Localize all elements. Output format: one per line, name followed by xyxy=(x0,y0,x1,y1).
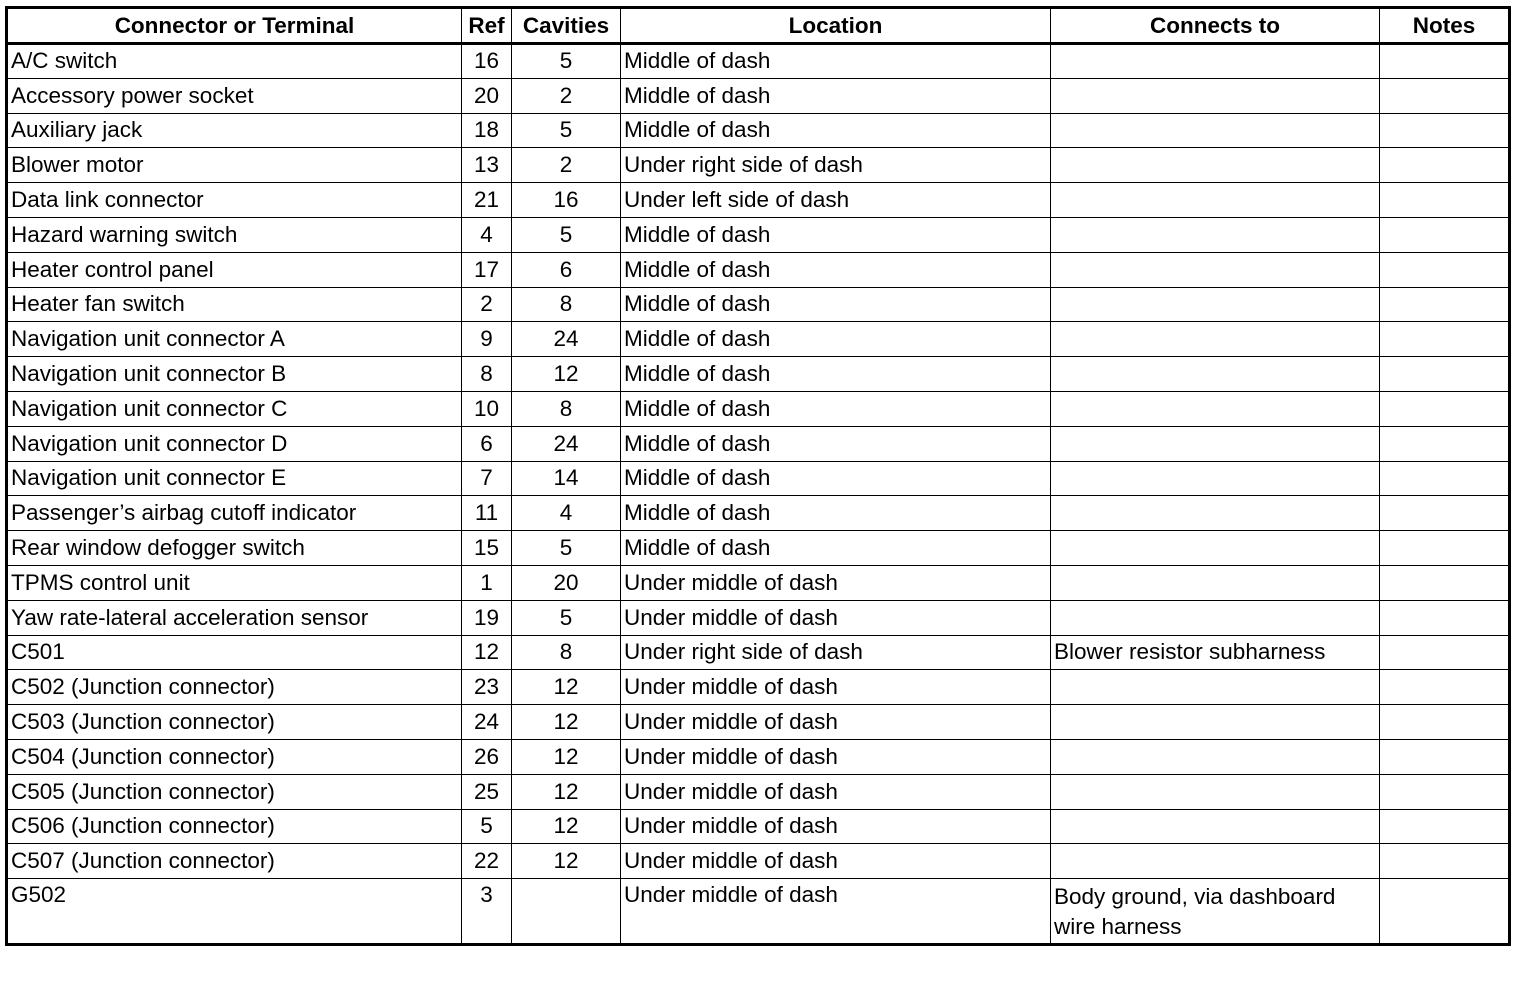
cell-cavities: 2 xyxy=(512,78,621,113)
cell-connects-to xyxy=(1051,739,1380,774)
cell-connects-to xyxy=(1051,287,1380,322)
cell-connector: A/C switch xyxy=(7,44,462,79)
header-location: Location xyxy=(621,8,1051,44)
cell-ref: 6 xyxy=(462,426,512,461)
table-row xyxy=(7,183,1510,218)
cell-ref: 11 xyxy=(462,496,512,531)
cell-location: Under middle of dash xyxy=(621,774,1051,809)
cell-cavities: 8 xyxy=(512,287,621,322)
cell-connector: C505 (Junction connector) xyxy=(7,774,462,809)
cell-ref: 21 xyxy=(462,183,512,218)
cell-notes xyxy=(1380,78,1510,113)
cell-connects-to xyxy=(1051,183,1380,218)
cell-connects-to xyxy=(1051,322,1380,357)
cell-connects-to xyxy=(1051,44,1380,79)
cell-ref: 2 xyxy=(462,287,512,322)
cell-location: Under middle of dash xyxy=(621,705,1051,740)
table-row xyxy=(7,565,1510,600)
table-row xyxy=(7,78,1510,113)
cell-notes xyxy=(1380,879,1510,945)
cell-cavities: 4 xyxy=(512,496,621,531)
cell-cavities: 8 xyxy=(512,391,621,426)
cell-location: Middle of dash xyxy=(621,391,1051,426)
cell-connector: Heater control panel xyxy=(7,252,462,287)
cell-ref: 12 xyxy=(462,635,512,670)
cell-location: Under middle of dash xyxy=(621,844,1051,879)
cell-notes xyxy=(1380,252,1510,287)
cell-cavities: 5 xyxy=(512,113,621,148)
cell-connects-to xyxy=(1051,774,1380,809)
cell-notes xyxy=(1380,461,1510,496)
cell-connector: Heater fan switch xyxy=(7,287,462,322)
cell-cavities: 5 xyxy=(512,531,621,566)
cell-connects-to xyxy=(1051,809,1380,844)
cell-ref: 15 xyxy=(462,531,512,566)
cell-location: Under left side of dash xyxy=(621,183,1051,218)
cell-connects-to xyxy=(1051,217,1380,252)
cell-notes xyxy=(1380,426,1510,461)
cell-location: Under right side of dash xyxy=(621,148,1051,183)
table-row xyxy=(7,879,1510,945)
cell-notes xyxy=(1380,496,1510,531)
cell-location: Under middle of dash xyxy=(621,670,1051,705)
table-row xyxy=(7,113,1510,148)
table-row xyxy=(7,635,1510,670)
cell-ref: 26 xyxy=(462,739,512,774)
cell-notes xyxy=(1380,287,1510,322)
cell-cavities: 12 xyxy=(512,809,621,844)
cell-notes xyxy=(1380,670,1510,705)
cell-connects-to xyxy=(1051,496,1380,531)
cell-location: Middle of dash xyxy=(621,461,1051,496)
cell-connector: Hazard warning switch xyxy=(7,217,462,252)
cell-ref: 3 xyxy=(462,879,512,945)
cell-connector: C504 (Junction connector) xyxy=(7,739,462,774)
cell-notes xyxy=(1380,391,1510,426)
cell-connector: Rear window defogger switch xyxy=(7,531,462,566)
cell-ref: 8 xyxy=(462,357,512,392)
cell-ref: 5 xyxy=(462,809,512,844)
cell-ref: 13 xyxy=(462,148,512,183)
table-row xyxy=(7,670,1510,705)
cell-ref: 1 xyxy=(462,565,512,600)
table-row xyxy=(7,426,1510,461)
cell-location: Under middle of dash xyxy=(621,600,1051,635)
cell-location: Under middle of dash xyxy=(621,565,1051,600)
cell-ref: 7 xyxy=(462,461,512,496)
cell-cavities: 12 xyxy=(512,774,621,809)
cell-location: Middle of dash xyxy=(621,252,1051,287)
cell-connector: Navigation unit connector A xyxy=(7,322,462,357)
table-row xyxy=(7,531,1510,566)
cell-cavities: 24 xyxy=(512,426,621,461)
cell-notes xyxy=(1380,531,1510,566)
cell-location: Middle of dash xyxy=(621,531,1051,566)
cell-connects-to xyxy=(1051,148,1380,183)
cell-cavities: 5 xyxy=(512,600,621,635)
table-row xyxy=(7,391,1510,426)
cell-connector: Auxiliary jack xyxy=(7,113,462,148)
cell-location: Middle of dash xyxy=(621,426,1051,461)
cell-connector: C507 (Junction connector) xyxy=(7,844,462,879)
table-row xyxy=(7,705,1510,740)
cell-ref: 9 xyxy=(462,322,512,357)
cell-connector: C502 (Junction connector) xyxy=(7,670,462,705)
cell-connector: C503 (Junction connector) xyxy=(7,705,462,740)
cell-location: Middle of dash xyxy=(621,217,1051,252)
cell-cavities: 5 xyxy=(512,44,621,79)
table-row xyxy=(7,217,1510,252)
cell-notes xyxy=(1380,705,1510,740)
header-cavities: Cavities xyxy=(512,8,621,44)
cell-cavities: 12 xyxy=(512,844,621,879)
cell-notes xyxy=(1380,565,1510,600)
cell-connects-to xyxy=(1051,670,1380,705)
table-row xyxy=(7,252,1510,287)
cell-connects-to: Blower resistor subharness xyxy=(1051,635,1380,670)
cell-connector: Navigation unit connector D xyxy=(7,426,462,461)
cell-ref: 22 xyxy=(462,844,512,879)
cell-connects-to xyxy=(1051,252,1380,287)
cell-connects-to xyxy=(1051,391,1380,426)
cell-notes xyxy=(1380,600,1510,635)
cell-notes xyxy=(1380,774,1510,809)
cell-notes xyxy=(1380,44,1510,79)
cell-connects-to xyxy=(1051,461,1380,496)
cell-location: Middle of dash xyxy=(621,357,1051,392)
table-row xyxy=(7,322,1510,357)
cell-notes xyxy=(1380,739,1510,774)
cell-connector: Blower motor xyxy=(7,148,462,183)
cell-connector: Navigation unit connector C xyxy=(7,391,462,426)
cell-notes xyxy=(1380,635,1510,670)
cell-location: Middle of dash xyxy=(621,496,1051,531)
cell-cavities: 14 xyxy=(512,461,621,496)
cell-connects-to: Body ground, via dashboard wire harness xyxy=(1051,879,1380,945)
cell-connects-to xyxy=(1051,113,1380,148)
table-row xyxy=(7,844,1510,879)
cell-connector: Accessory power socket xyxy=(7,78,462,113)
cell-ref: 17 xyxy=(462,252,512,287)
cell-connects-to xyxy=(1051,705,1380,740)
cell-location: Under middle of dash xyxy=(621,739,1051,774)
cell-cavities: 16 xyxy=(512,183,621,218)
table-row xyxy=(7,287,1510,322)
cell-ref: 18 xyxy=(462,113,512,148)
cell-location: Middle of dash xyxy=(621,78,1051,113)
cell-cavities xyxy=(512,879,621,945)
header-connector: Connector or Terminal xyxy=(7,8,462,44)
cell-connector: Navigation unit connector B xyxy=(7,357,462,392)
cell-cavities: 5 xyxy=(512,217,621,252)
cell-connects-to xyxy=(1051,426,1380,461)
cell-connects-to xyxy=(1051,531,1380,566)
cell-notes xyxy=(1380,809,1510,844)
cell-ref: 24 xyxy=(462,705,512,740)
cell-cavities: 24 xyxy=(512,322,621,357)
cell-cavities: 6 xyxy=(512,252,621,287)
cell-location: Under middle of dash xyxy=(621,809,1051,844)
cell-connects-to xyxy=(1051,357,1380,392)
cell-location: Middle of dash xyxy=(621,287,1051,322)
cell-ref: 19 xyxy=(462,600,512,635)
header-connects-to: Connects to xyxy=(1051,8,1380,44)
table-header-row xyxy=(7,8,1510,44)
table-row xyxy=(7,600,1510,635)
cell-location: Middle of dash xyxy=(621,113,1051,148)
cell-cavities: 12 xyxy=(512,357,621,392)
cell-connector: TPMS control unit xyxy=(7,565,462,600)
cell-location: Middle of dash xyxy=(621,44,1051,79)
table-row xyxy=(7,774,1510,809)
cell-notes xyxy=(1380,357,1510,392)
cell-ref: 10 xyxy=(462,391,512,426)
cell-location: Under right side of dash xyxy=(621,635,1051,670)
cell-cavities: 8 xyxy=(512,635,621,670)
table-row xyxy=(7,357,1510,392)
cell-ref: 16 xyxy=(462,44,512,79)
cell-connector: G502 xyxy=(7,879,462,945)
cell-connects-to xyxy=(1051,565,1380,600)
cell-notes xyxy=(1380,113,1510,148)
cell-connects-to xyxy=(1051,600,1380,635)
cell-connects-to xyxy=(1051,78,1380,113)
cell-connector: Data link connector xyxy=(7,183,462,218)
cell-connector: Passenger’s airbag cutoff indicator xyxy=(7,496,462,531)
cell-connector: Navigation unit connector E xyxy=(7,461,462,496)
cell-ref: 23 xyxy=(462,670,512,705)
cell-location: Middle of dash xyxy=(621,322,1051,357)
table-row xyxy=(7,809,1510,844)
cell-notes xyxy=(1380,148,1510,183)
cell-cavities: 12 xyxy=(512,739,621,774)
cell-notes xyxy=(1380,322,1510,357)
header-ref: Ref xyxy=(462,8,512,44)
connector-table xyxy=(5,6,1511,946)
table-row xyxy=(7,44,1510,79)
cell-ref: 4 xyxy=(462,217,512,252)
cell-notes xyxy=(1380,217,1510,252)
table-row xyxy=(7,739,1510,774)
table-row xyxy=(7,148,1510,183)
header-notes: Notes xyxy=(1380,8,1510,44)
cell-connector: Yaw rate-lateral acceleration sensor xyxy=(7,600,462,635)
table-row xyxy=(7,461,1510,496)
cell-ref: 25 xyxy=(462,774,512,809)
table-row xyxy=(7,496,1510,531)
cell-location: Under middle of dash xyxy=(621,879,1051,945)
cell-cavities: 12 xyxy=(512,705,621,740)
cell-cavities: 12 xyxy=(512,670,621,705)
cell-cavities: 2 xyxy=(512,148,621,183)
table-body xyxy=(7,44,1510,945)
cell-connector: C501 xyxy=(7,635,462,670)
cell-connects-to xyxy=(1051,844,1380,879)
cell-notes xyxy=(1380,183,1510,218)
cell-ref: 20 xyxy=(462,78,512,113)
cell-notes xyxy=(1380,844,1510,879)
cell-cavities: 20 xyxy=(512,565,621,600)
cell-connector: C506 (Junction connector) xyxy=(7,809,462,844)
